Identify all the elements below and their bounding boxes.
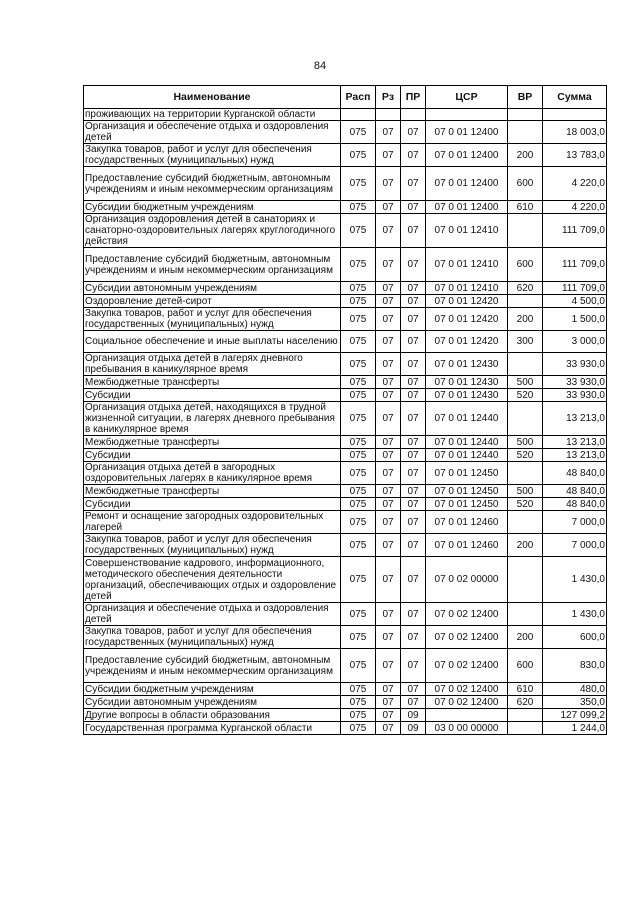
row-csr: 07 0 01 12430: [426, 389, 508, 402]
row-sum: 1 244,0: [543, 722, 607, 735]
row-name: Предоставление субсидий бюджетным, автономным учреждениям и иным некоммерческим организациям: [84, 248, 341, 282]
row-rz: 07: [376, 534, 401, 557]
table-row: [84, 683, 607, 696]
row-csr: 07 0 01 12440: [426, 449, 508, 462]
header-rasp: Расп: [341, 86, 376, 109]
row-rasp: 075: [341, 201, 376, 214]
row-csr: 07 0 01 12450: [426, 462, 508, 485]
row-name: Оздоровление детей-сирот: [84, 295, 341, 308]
row-rasp: 075: [341, 144, 376, 167]
row-csr: 07 0 01 12430: [426, 376, 508, 389]
row-rasp: 075: [341, 462, 376, 485]
row-rasp: 075: [341, 121, 376, 144]
row-pr: 07: [401, 376, 426, 389]
row-rasp: 075: [341, 376, 376, 389]
row-name: Закупка товаров, работ и услуг для обеспечения государственных (муниципальных) нужд: [84, 308, 341, 331]
table-row: [84, 331, 607, 353]
row-rz: 07: [376, 121, 401, 144]
row-rz: 07: [376, 308, 401, 331]
row-csr: 07 0 01 12420: [426, 308, 508, 331]
row-vr: [508, 109, 543, 121]
row-vr: [508, 557, 543, 603]
row-pr: 07: [401, 353, 426, 376]
header-csr: ЦСР: [426, 86, 508, 109]
row-rz: 07: [376, 449, 401, 462]
row-rasp: [341, 109, 376, 121]
row-vr: [508, 214, 543, 248]
row-rz: 07: [376, 144, 401, 167]
table-row: [84, 485, 607, 498]
row-sum: 4 220,0: [543, 167, 607, 201]
row-csr: 07 0 02 12400: [426, 649, 508, 683]
row-vr: 600: [508, 649, 543, 683]
row-sum: [543, 109, 607, 121]
row-sum: 4 220,0: [543, 201, 607, 214]
table-header-row: [84, 86, 607, 109]
row-pr: 07: [401, 696, 426, 709]
row-sum: 1 430,0: [543, 557, 607, 603]
row-sum: 480,0: [543, 683, 607, 696]
row-rasp: 075: [341, 485, 376, 498]
row-vr: 300: [508, 331, 543, 353]
row-rasp: 075: [341, 214, 376, 248]
row-vr: 600: [508, 167, 543, 201]
row-vr: 200: [508, 144, 543, 167]
row-rasp: 075: [341, 557, 376, 603]
row-pr: 07: [401, 485, 426, 498]
row-pr: 07: [401, 144, 426, 167]
table-row: [84, 626, 607, 649]
row-vr: 610: [508, 683, 543, 696]
row-rz: 07: [376, 389, 401, 402]
table-row: [84, 436, 607, 449]
row-rz: 07: [376, 683, 401, 696]
row-vr: 500: [508, 485, 543, 498]
row-sum: 48 840,0: [543, 462, 607, 485]
row-name: Предоставление субсидий бюджетным, автономным учреждениям и иным некоммерческим организациям: [84, 649, 341, 683]
row-csr: 07 0 01 12420: [426, 331, 508, 353]
row-pr: 07: [401, 214, 426, 248]
row-rz: 07: [376, 353, 401, 376]
row-name: Социальное обеспечение и иные выплаты населению: [84, 331, 341, 353]
row-rasp: 075: [341, 534, 376, 557]
row-name: проживающих на территории Курганской области: [84, 109, 341, 121]
row-rasp: 075: [341, 649, 376, 683]
header-name: Наименование: [84, 86, 341, 109]
row-sum: 1 500,0: [543, 308, 607, 331]
row-vr: 520: [508, 389, 543, 402]
row-rasp: 075: [341, 308, 376, 331]
row-rasp: 075: [341, 722, 376, 735]
row-vr: 610: [508, 201, 543, 214]
row-csr: 07 0 01 12460: [426, 511, 508, 534]
row-vr: 620: [508, 696, 543, 709]
row-name: Субсидии: [84, 389, 341, 402]
row-sum: 33 930,0: [543, 376, 607, 389]
table-row: [84, 534, 607, 557]
row-rasp: 075: [341, 331, 376, 353]
page-number: 84: [313, 60, 327, 72]
row-pr: 07: [401, 511, 426, 534]
row-sum: 13 213,0: [543, 402, 607, 436]
row-pr: 07: [401, 331, 426, 353]
row-rz: 07: [376, 511, 401, 534]
row-vr: 620: [508, 282, 543, 295]
row-rz: 07: [376, 498, 401, 511]
table-row: [84, 248, 607, 282]
table-row: [84, 498, 607, 511]
row-csr: 07 0 01 12400: [426, 201, 508, 214]
row-pr: 07: [401, 603, 426, 626]
row-rasp: 075: [341, 389, 376, 402]
table-row: [84, 722, 607, 735]
row-vr: [508, 709, 543, 722]
table-row: [84, 462, 607, 485]
row-vr: [508, 402, 543, 436]
row-vr: 520: [508, 498, 543, 511]
row-rasp: 075: [341, 248, 376, 282]
row-name: Организация оздоровления детей в санаториях и санаторно-оздоровительных лагерях круглогодичного действия: [84, 214, 341, 248]
row-csr: 03 0 00 00000: [426, 722, 508, 735]
table-row: [84, 402, 607, 436]
row-pr: 07: [401, 389, 426, 402]
row-rz: 07: [376, 436, 401, 449]
row-rz: 07: [376, 649, 401, 683]
row-name: Закупка товаров, работ и услуг для обеспечения государственных (муниципальных) нужд: [84, 534, 341, 557]
row-rz: 07: [376, 295, 401, 308]
row-rasp: 075: [341, 511, 376, 534]
row-pr: 07: [401, 295, 426, 308]
row-sum: 3 000,0: [543, 331, 607, 353]
row-name: Организация отдыха детей в загородных оздоровительных лагерях в каникулярное время: [84, 462, 341, 485]
row-sum: 7 000,0: [543, 511, 607, 534]
row-csr: 07 0 02 12400: [426, 626, 508, 649]
row-pr: 07: [401, 626, 426, 649]
header-vr: ВР: [508, 86, 543, 109]
table-row: [84, 709, 607, 722]
row-vr: [508, 603, 543, 626]
row-sum: 600,0: [543, 626, 607, 649]
row-rz: 07: [376, 626, 401, 649]
row-sum: 48 840,0: [543, 485, 607, 498]
table-row: [84, 449, 607, 462]
row-vr: 500: [508, 376, 543, 389]
row-pr: 07: [401, 167, 426, 201]
row-name: Субсидии автономным учреждениям: [84, 696, 341, 709]
row-name: Межбюджетные трансферты: [84, 485, 341, 498]
table-row: [84, 121, 607, 144]
row-sum: 48 840,0: [543, 498, 607, 511]
row-pr: 07: [401, 498, 426, 511]
row-sum: 830,0: [543, 649, 607, 683]
row-vr: [508, 722, 543, 735]
table-row: [84, 376, 607, 389]
row-vr: 200: [508, 534, 543, 557]
row-pr: 07: [401, 683, 426, 696]
row-rz: 07: [376, 248, 401, 282]
row-rz: 07: [376, 603, 401, 626]
row-sum: 13 783,0: [543, 144, 607, 167]
row-sum: 127 099,2: [543, 709, 607, 722]
row-name: Организация и обеспечение отдыха и оздоровления детей: [84, 121, 341, 144]
row-name: Субсидии: [84, 498, 341, 511]
row-csr: 07 0 01 12410: [426, 214, 508, 248]
row-sum: 1 430,0: [543, 603, 607, 626]
row-rz: 07: [376, 485, 401, 498]
row-rasp: 075: [341, 626, 376, 649]
row-name: Другие вопросы в области образования: [84, 709, 341, 722]
row-vr: [508, 121, 543, 144]
row-csr: 07 0 01 12420: [426, 295, 508, 308]
table-row: [84, 282, 607, 295]
row-sum: 111 709,0: [543, 248, 607, 282]
row-sum: 33 930,0: [543, 353, 607, 376]
row-csr: 07 0 01 12410: [426, 282, 508, 295]
row-pr: 07: [401, 534, 426, 557]
row-vr: [508, 353, 543, 376]
row-csr: 07 0 01 12440: [426, 402, 508, 436]
row-rasp: 075: [341, 603, 376, 626]
table-row: [84, 649, 607, 683]
row-name: Субсидии бюджетным учреждениям: [84, 201, 341, 214]
row-rz: 07: [376, 282, 401, 295]
row-sum: 33 930,0: [543, 389, 607, 402]
budget-table: [83, 85, 607, 735]
row-pr: [401, 109, 426, 121]
row-rz: 07: [376, 402, 401, 436]
row-rasp: 075: [341, 449, 376, 462]
row-rz: 07: [376, 722, 401, 735]
row-name: Совершенствование кадрового, информационного, методического обеспечения деятельности организаций, обеспечивающих отдых и оздоровление детей: [84, 557, 341, 603]
row-csr: 07 0 01 12440: [426, 436, 508, 449]
table-row: [84, 167, 607, 201]
row-pr: 07: [401, 436, 426, 449]
row-vr: 600: [508, 248, 543, 282]
row-rasp: 075: [341, 498, 376, 511]
row-csr: [426, 109, 508, 121]
row-name: Организация отдыха детей в лагерях дневного пребывания в каникулярное время: [84, 353, 341, 376]
row-sum: 4 500,0: [543, 295, 607, 308]
row-name: Организация отдыха детей, находящихся в трудной жизненной ситуации, в лагерях дневного пребывания в каникулярное время: [84, 402, 341, 436]
row-name: Организация и обеспечение отдыха и оздоровления детей: [84, 603, 341, 626]
table-row: [84, 295, 607, 308]
row-vr: 520: [508, 449, 543, 462]
row-rz: 07: [376, 376, 401, 389]
row-csr: 07 0 01 12450: [426, 498, 508, 511]
table-row: [84, 308, 607, 331]
row-pr: 07: [401, 557, 426, 603]
row-name: Субсидии автономным учреждениям: [84, 282, 341, 295]
table-row: [84, 353, 607, 376]
row-sum: 350,0: [543, 696, 607, 709]
row-name: Государственная программа Курганской области: [84, 722, 341, 735]
row-vr: 500: [508, 436, 543, 449]
row-csr: 07 0 01 12400: [426, 167, 508, 201]
row-pr: 07: [401, 402, 426, 436]
row-rasp: 075: [341, 282, 376, 295]
row-rz: 07: [376, 696, 401, 709]
row-name: Ремонт и оснащение загородных оздоровительных лагерей: [84, 511, 341, 534]
table-row: [84, 214, 607, 248]
row-csr: 07 0 02 12400: [426, 696, 508, 709]
table-row: [84, 557, 607, 603]
table-row: [84, 696, 607, 709]
table-row: [84, 144, 607, 167]
row-csr: 07 0 02 00000: [426, 557, 508, 603]
row-name: Закупка товаров, работ и услуг для обеспечения государственных (муниципальных) нужд: [84, 144, 341, 167]
row-rz: [376, 109, 401, 121]
row-rasp: 075: [341, 436, 376, 449]
row-rz: 07: [376, 709, 401, 722]
header-sum: Сумма: [543, 86, 607, 109]
table-row: [84, 389, 607, 402]
row-rasp: 075: [341, 295, 376, 308]
row-csr: [426, 709, 508, 722]
header-rz: Рз: [376, 86, 401, 109]
row-pr: 07: [401, 649, 426, 683]
row-rz: 07: [376, 557, 401, 603]
row-rasp: 075: [341, 353, 376, 376]
row-name: Межбюджетные трансферты: [84, 436, 341, 449]
row-rasp: 075: [341, 709, 376, 722]
row-csr: 07 0 02 12400: [426, 603, 508, 626]
table-row: [84, 109, 607, 121]
row-name: Субсидии бюджетным учреждениям: [84, 683, 341, 696]
row-rasp: 075: [341, 683, 376, 696]
row-rasp: 075: [341, 167, 376, 201]
row-csr: 07 0 01 12430: [426, 353, 508, 376]
row-csr: 07 0 01 12400: [426, 121, 508, 144]
row-sum: 7 000,0: [543, 534, 607, 557]
row-rz: 07: [376, 462, 401, 485]
row-sum: 111 709,0: [543, 214, 607, 248]
row-rz: 07: [376, 214, 401, 248]
table-body: [84, 109, 607, 735]
row-rz: 07: [376, 167, 401, 201]
row-pr: 07: [401, 201, 426, 214]
row-vr: [508, 511, 543, 534]
row-pr: 09: [401, 709, 426, 722]
row-pr: 09: [401, 722, 426, 735]
row-pr: 07: [401, 449, 426, 462]
row-vr: [508, 462, 543, 485]
row-rasp: 075: [341, 696, 376, 709]
row-name: Закупка товаров, работ и услуг для обеспечения государственных (муниципальных) нужд: [84, 626, 341, 649]
row-rasp: 075: [341, 402, 376, 436]
row-rz: 07: [376, 331, 401, 353]
row-name: Межбюджетные трансферты: [84, 376, 341, 389]
row-csr: 07 0 01 12450: [426, 485, 508, 498]
table-row: [84, 511, 607, 534]
row-pr: 07: [401, 308, 426, 331]
row-rz: 07: [376, 201, 401, 214]
row-vr: [508, 295, 543, 308]
row-name: Субсидии: [84, 449, 341, 462]
row-sum: 13 213,0: [543, 449, 607, 462]
row-sum: 18 003,0: [543, 121, 607, 144]
row-pr: 07: [401, 121, 426, 144]
row-pr: 07: [401, 282, 426, 295]
row-vr: 200: [508, 626, 543, 649]
header-pr: ПР: [401, 86, 426, 109]
row-pr: 07: [401, 462, 426, 485]
row-csr: 07 0 01 12400: [426, 144, 508, 167]
row-sum: 111 709,0: [543, 282, 607, 295]
row-csr: 07 0 01 12460: [426, 534, 508, 557]
row-sum: 13 213,0: [543, 436, 607, 449]
row-vr: 200: [508, 308, 543, 331]
row-csr: 07 0 02 12400: [426, 683, 508, 696]
row-pr: 07: [401, 248, 426, 282]
table-row: [84, 201, 607, 214]
row-csr: 07 0 01 12410: [426, 248, 508, 282]
table-row: [84, 603, 607, 626]
row-name: Предоставление субсидий бюджетным, автономным учреждениям и иным некоммерческим организациям: [84, 167, 341, 201]
